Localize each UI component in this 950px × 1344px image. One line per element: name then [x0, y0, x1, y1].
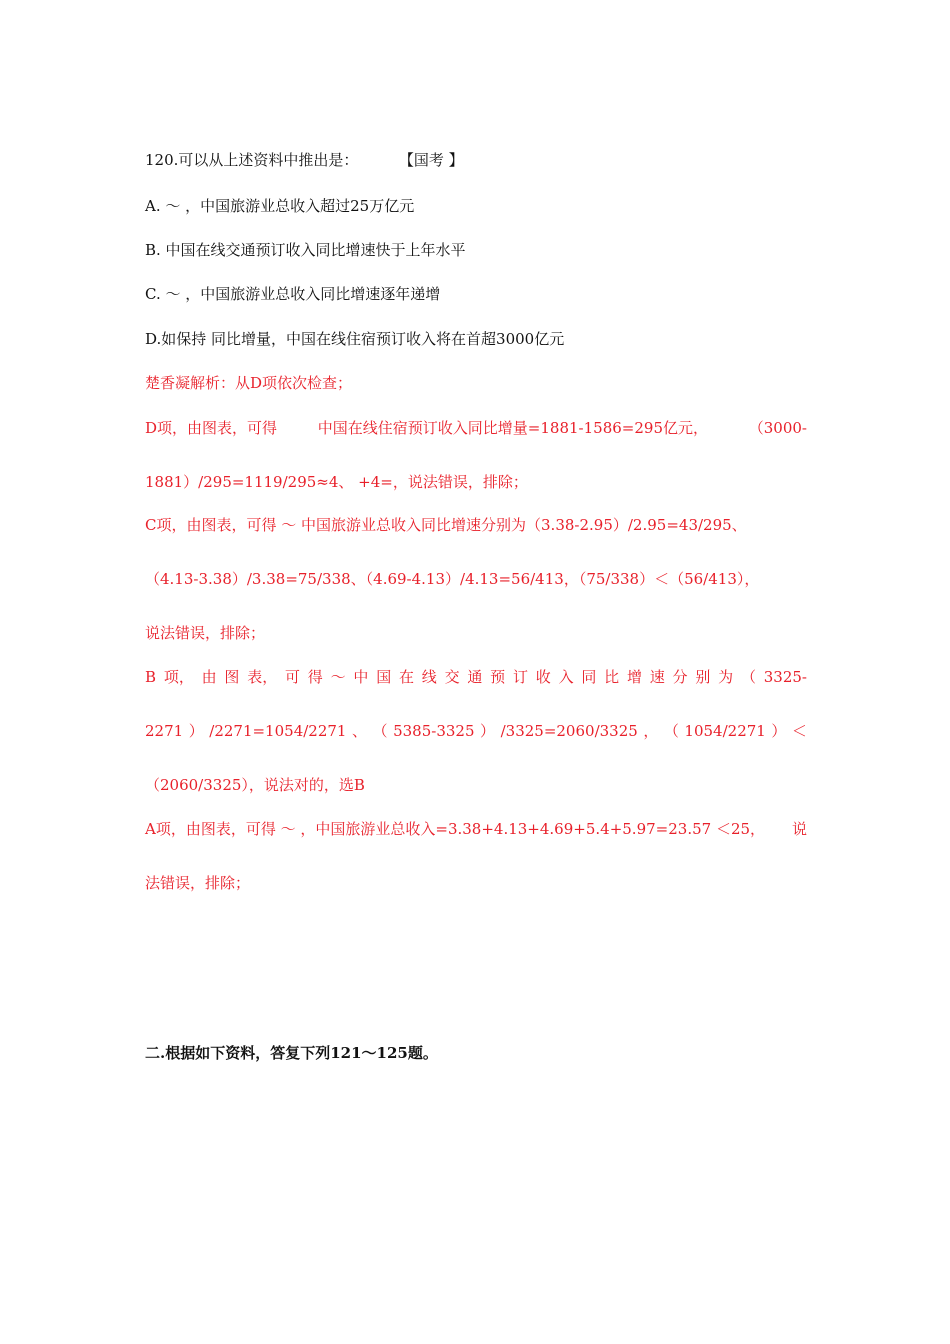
analysis-b-line2 [145, 721, 807, 741]
analysis-token: /2271=1054/2271 [209, 722, 347, 740]
analysis-token: 、 [352, 722, 368, 740]
analysis-d-line2: 1881）/295=1119/295≈4、 +4=，说法错误，排除； [145, 473, 528, 491]
analysis-token: 收 [535, 668, 551, 686]
option-a: A. ～ ，中国旅游业总收入超过25万亿元 [145, 197, 415, 215]
analysis-token: 表， [247, 668, 278, 686]
question-stem-line [145, 150, 464, 170]
analysis-token: 国 [376, 668, 392, 686]
analysis-token: 订 [512, 668, 528, 686]
analysis-c-line1: C项，由图表，可得 ～ 中国旅游业总收入同比增速分别为（3.38-2.95）/2.95=43/295、 [145, 516, 747, 534]
analysis-token: ， [643, 722, 659, 740]
analysis-token: （ [663, 722, 679, 740]
analysis-token: 2271 [145, 722, 184, 740]
analysis-b-line1 [145, 667, 807, 687]
analysis-token: ） [771, 722, 787, 740]
analysis-text: 说 [791, 820, 807, 838]
option-b: B. 中国在线交通预订收入同比增速快于上年水平 [145, 241, 466, 259]
analysis-token: ～ [330, 668, 346, 686]
analysis-text: 中国在线住宿预订收入同比增量=1881-1586=295亿元， [317, 419, 708, 437]
analysis-token: 可 [285, 668, 301, 686]
option-d: D.如保持 同比增量，中国在线住宿预订收入将在首超3000亿元 [145, 330, 565, 348]
analysis-d-line1 [145, 418, 807, 438]
analysis-token: /3325=2060/3325 [500, 722, 638, 740]
analysis-token: 增 [626, 668, 642, 686]
analysis-a-line2: 法错误，排除； [145, 874, 251, 892]
analysis-token: 通 [467, 668, 483, 686]
analysis-token: 中 [353, 668, 369, 686]
analysis-token: 5385-3325 [393, 722, 475, 740]
analysis-token: 预 [490, 668, 506, 686]
analysis-title: 楚香凝解析：从D项依次检查； [145, 374, 353, 392]
question-source-tag: 【国考 】 [406, 151, 464, 169]
analysis-token: 比 [604, 668, 620, 686]
analysis-text: （3000- [748, 419, 807, 437]
analysis-token: 别 [695, 668, 711, 686]
analysis-token: （ [372, 722, 388, 740]
analysis-a-line1 [145, 819, 807, 839]
analysis-c-line2: （4.13-3.38）/3.38=75/338、（4.69-4.13）/4.13=56/413，（75/338）＜（56/413）， [145, 570, 760, 588]
analysis-token: 交 [444, 668, 460, 686]
analysis-token: （ [740, 668, 756, 686]
question-stem: 120.可以从上述资料中推出是： [145, 151, 359, 169]
analysis-c-line3: 说法错误，排除； [145, 624, 266, 642]
analysis-token: 入 [558, 668, 574, 686]
analysis-text: D项，由图表，可得 [145, 419, 278, 437]
analysis-token: ） [188, 722, 204, 740]
analysis-token: 在 [398, 668, 414, 686]
analysis-token: 由 [201, 668, 217, 686]
analysis-token: 3325- [763, 668, 807, 686]
analysis-token: 图 [224, 668, 240, 686]
analysis-b-line3: （2060/3325），说法对的，选B [145, 776, 365, 794]
analysis-token: 为 [718, 668, 734, 686]
analysis-text: A项，由图表，可得 ～ ，中国旅游业总收入=3.38+4.13+4.69+5.4+5.97=23.57 ＜25， [145, 820, 766, 838]
option-c: C. ～ ，中国旅游业总收入同比增速逐年递增 [145, 285, 441, 303]
analysis-token: 1054/2271 [684, 722, 766, 740]
analysis-token: 得 [307, 668, 323, 686]
analysis-token: ） [480, 722, 496, 740]
analysis-token: 线 [421, 668, 437, 686]
section-heading: 二.根据如下资料，答复下列121～125题。 [145, 1044, 438, 1062]
analysis-token: ＜ [791, 722, 807, 740]
analysis-token: 速 [649, 668, 665, 686]
analysis-token: B [145, 668, 157, 686]
analysis-token: 同 [581, 668, 597, 686]
analysis-token: 项， [163, 668, 194, 686]
analysis-token: 分 [672, 668, 688, 686]
